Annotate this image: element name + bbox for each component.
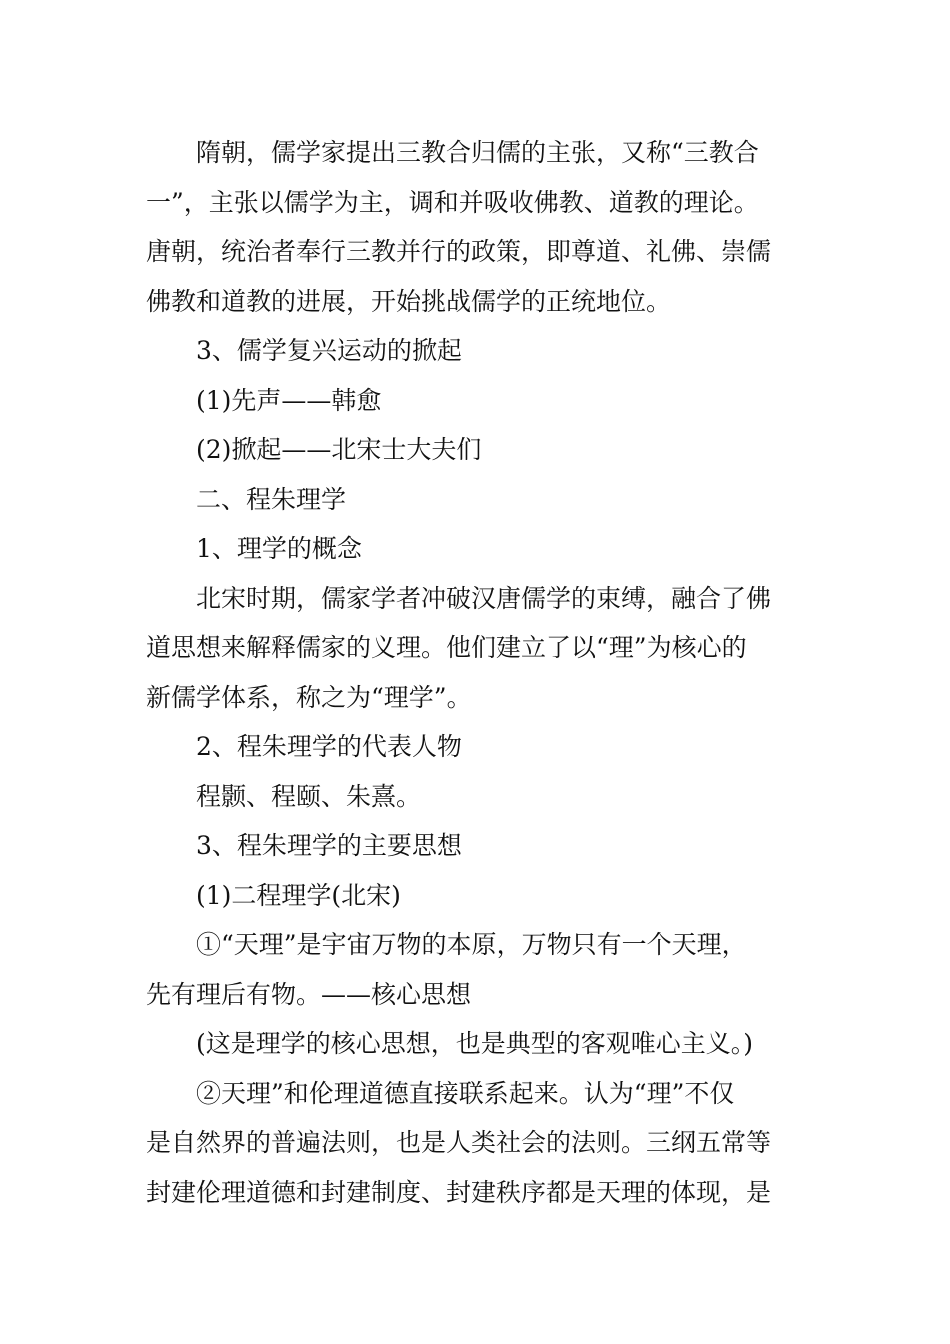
text-line: 佛教和道教的进展，开始挑战儒学的正统地位。 (146, 286, 672, 316)
text-line: 道思想来解释儒家的义理。他们建立了以“理”为核心的 (146, 633, 747, 662)
text-line: 3、程朱理学的主要思想 (196, 831, 462, 860)
text-line: 先有理后有物。——核心思想 (146, 979, 472, 1009)
text-line: 新儒学体系，称之为“理学”。 (146, 682, 472, 712)
text-line: 北宋时期，儒家学者冲破汉唐儒学的束缚，融合了佛 (196, 583, 772, 613)
text-line: 一”，主张以儒学为主，调和并吸收佛教、道教的理论。 (146, 187, 759, 217)
document-page (146, 128, 806, 1217)
text-line: (2)掀起——北宋士大夫们 (196, 435, 482, 464)
text-line: 是自然界的普遍法则，也是人类社会的法则。三纲五常等 (146, 1128, 772, 1157)
text-line: 封建伦理道德和封建制度、封建秩序都是天理的体现，是 (146, 1177, 772, 1207)
text-line: ②天理”和伦理道德直接联系起来。认为“理”不仅 (196, 1078, 735, 1108)
text-line: (1)二程理学(北宋) (196, 880, 401, 910)
text-line: 唐朝，统治者奉行三教并行的政策，即尊道、礼佛、崇儒 (146, 237, 772, 266)
text-line: 2、程朱理学的代表人物 (196, 732, 462, 761)
text-line: 隋朝，儒学家提出三教合归儒的主张，又称“三教合 (196, 138, 759, 167)
text-line: (1)先声——韩愈 (196, 385, 382, 415)
text-line: 二、程朱理学 (196, 484, 347, 514)
text-line: ①“天理”是宇宙万物的本原，万物只有一个天理， (196, 930, 747, 959)
text-line: 程颢、程颐、朱熹。 (196, 781, 422, 811)
text-line: 1、理学的概念 (196, 534, 362, 563)
text-line: 3、儒学复兴运动的掀起 (196, 336, 462, 365)
text-line: (这是理学的核心思想，也是典型的客观唯心主义。) (196, 1029, 754, 1058)
